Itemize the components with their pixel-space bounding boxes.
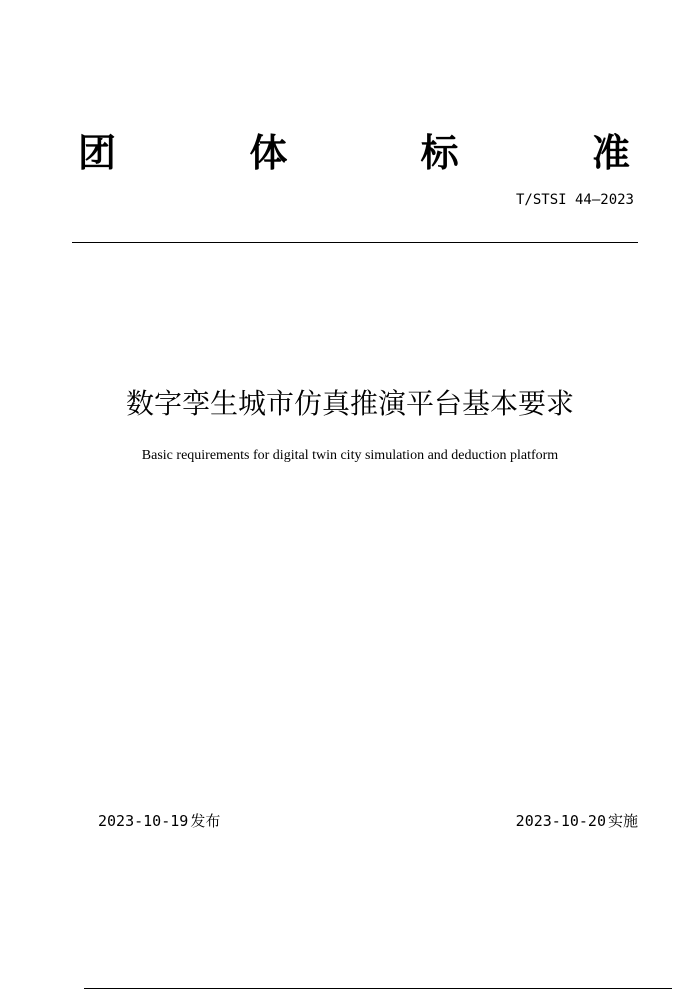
header-divider [72,242,638,243]
heading-char-3: 标 [420,130,459,175]
implement-label: 实施 [607,812,638,830]
implement-date: 2023-10-20 [515,812,606,830]
heading-char-1: 团 [78,130,117,175]
publish-date: 2023-10-19 [98,812,189,830]
title-english: Basic requirements for digital twin city simulation and deduction platform [141,448,559,463]
footer-divider [84,988,672,989]
publish-label: 发布 [190,812,221,830]
document-type-heading [78,128,630,178]
heading-char-2: 体 [249,130,288,175]
title-chinese: 数字孪生城市仿真推演平台基本要求 [125,387,574,420]
implement-date-line [516,811,638,831]
publish-date-line [98,811,220,831]
heading-char-4: 准 [591,130,630,175]
standard-number: T/STSI 44—2023 [515,192,634,208]
